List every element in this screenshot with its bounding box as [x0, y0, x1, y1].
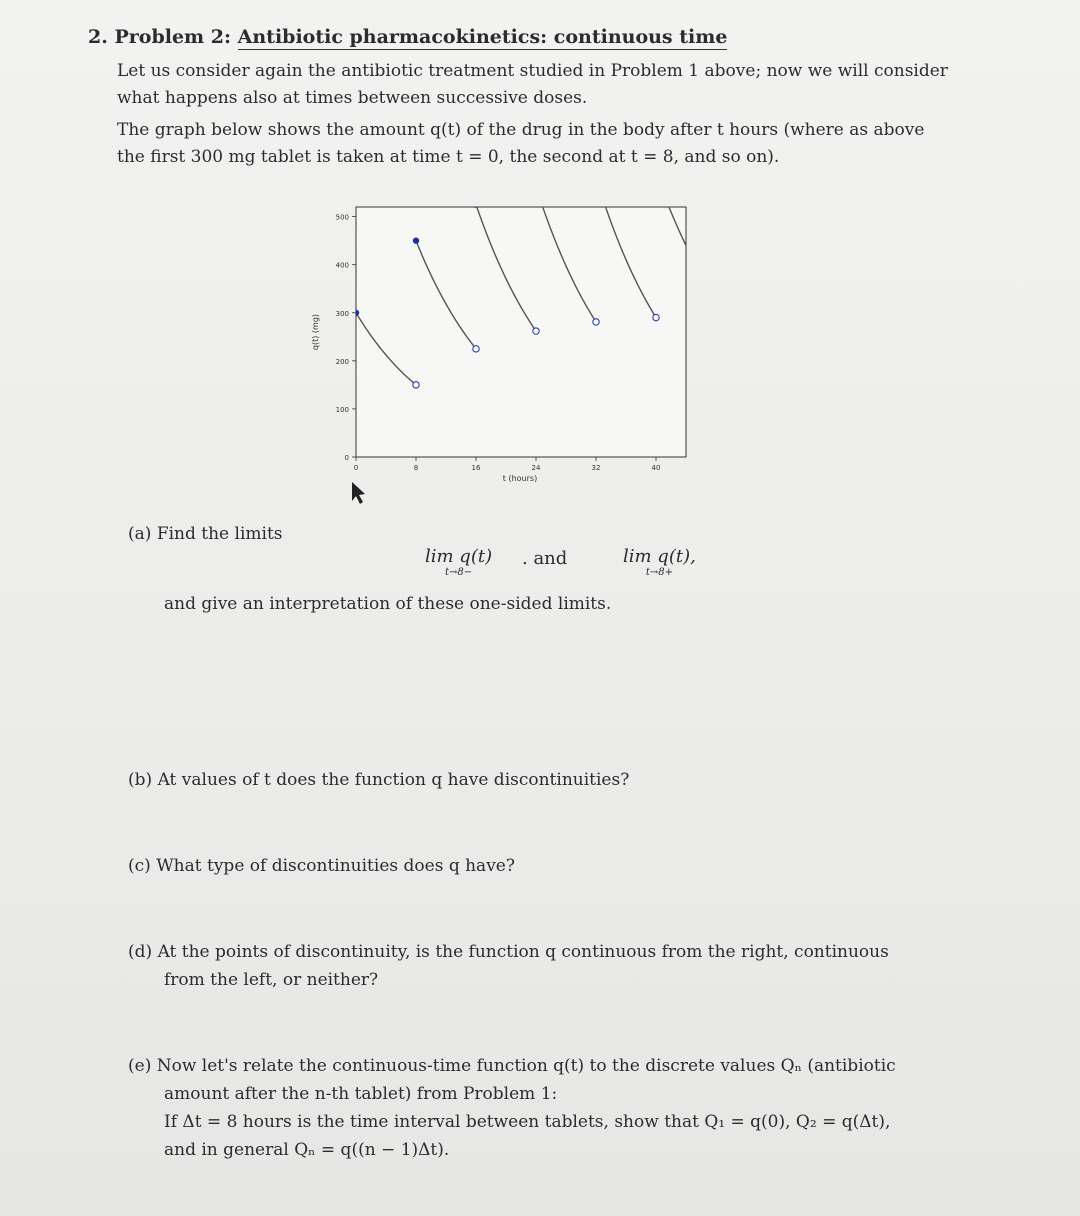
- limit-separator: . and: [522, 548, 568, 569]
- part-d-line-2: from the left, or neither?: [164, 970, 379, 990]
- intro-line-1: Let us consider again the antibiotic treatment studied in Problem 1 above; now we will consider: [117, 61, 948, 81]
- x-tick-label: 32: [591, 464, 601, 472]
- part-c-label: (c): [128, 856, 151, 876]
- part-e: [128, 1052, 896, 1080]
- limit-left-subscript: t→8−: [444, 567, 473, 578]
- problem-heading: [88, 26, 727, 48]
- intro-line-2: what happens also at times between successive doses.: [117, 88, 588, 108]
- part-a: [128, 520, 283, 548]
- part-c-text: What type of discontinuities does q have?: [156, 856, 515, 876]
- part-b: [128, 766, 629, 794]
- part-a-label: (a): [128, 524, 152, 544]
- mouse-cursor-icon: [352, 482, 365, 504]
- drug-amount-chart: [280, 195, 720, 505]
- trough-point-open: [473, 346, 479, 352]
- x-tick-label: 40: [651, 464, 661, 472]
- x-tick-label: 24: [531, 464, 541, 472]
- part-d-line-1: At the points of discontinuity, is the function q continuous from the right, continuous: [157, 942, 889, 962]
- y-tick-label: 0: [344, 454, 349, 462]
- x-tick-label: 16: [471, 464, 481, 472]
- limit-right: [623, 548, 696, 579]
- problem-label: Problem 2:: [114, 26, 231, 48]
- part-b-label: (b): [128, 770, 153, 790]
- limit-left-expression: lim q(t): [425, 546, 493, 567]
- trough-point-open: [593, 319, 599, 325]
- part-b-text: At values of t does the function q have discontinuities?: [157, 770, 630, 790]
- intro-line-4: the first 300 mg tablet is taken at time t = 0, the second at t = 8, and so on).: [117, 147, 780, 167]
- limit-right-subscript: t→8+: [645, 567, 673, 578]
- x-tick-label: 8: [413, 464, 419, 472]
- part-e-line-2: amount after the n-th tablet) from Problem 1:: [164, 1084, 558, 1104]
- trough-point-open: [653, 314, 659, 320]
- part-e-line-4: and in general Qₙ = q((n − 1)Δt).: [164, 1140, 450, 1160]
- part-e-line-1: Now let's relate the continuous-time function q(t) to the discrete values Qₙ (antibiotic: [156, 1056, 896, 1076]
- part-d: [128, 938, 889, 966]
- y-tick-label: 500: [335, 213, 349, 222]
- problem-title: Antibiotic pharmacokinetics: continuous time: [237, 26, 728, 48]
- part-e-label: (e): [128, 1056, 152, 1076]
- trough-point-open: [533, 328, 539, 334]
- y-axis-label: q(t) (mg): [311, 313, 320, 351]
- y-tick-label: 300: [335, 309, 349, 318]
- dose-point-filled: [413, 237, 419, 243]
- limit-left: [425, 548, 492, 579]
- problem-number: 2.: [88, 26, 108, 48]
- y-tick-label: 100: [335, 405, 349, 414]
- x-tick-label: 0: [353, 464, 359, 472]
- trough-point-open: [413, 382, 419, 388]
- part-a-tail: and give an interpretation of these one-sided limits.: [164, 594, 612, 614]
- limit-right-expression: lim q(t),: [623, 546, 696, 567]
- part-a-text: Find the limits: [156, 524, 283, 544]
- y-tick-label: 400: [335, 261, 349, 270]
- part-e-line-3: If Δt = 8 hours is the time interval between tablets, show that Q₁ = q(0), Q₂ = q(Δt),: [164, 1112, 891, 1132]
- x-axis-label: t (hours): [502, 474, 538, 483]
- y-tick-label: 200: [335, 357, 349, 366]
- part-d-label: (d): [128, 942, 153, 962]
- intro-line-3: The graph below shows the amount q(t) of the drug in the body after t hours (where as above: [117, 120, 925, 140]
- part-c: [128, 852, 515, 880]
- plot-frame: [356, 207, 686, 457]
